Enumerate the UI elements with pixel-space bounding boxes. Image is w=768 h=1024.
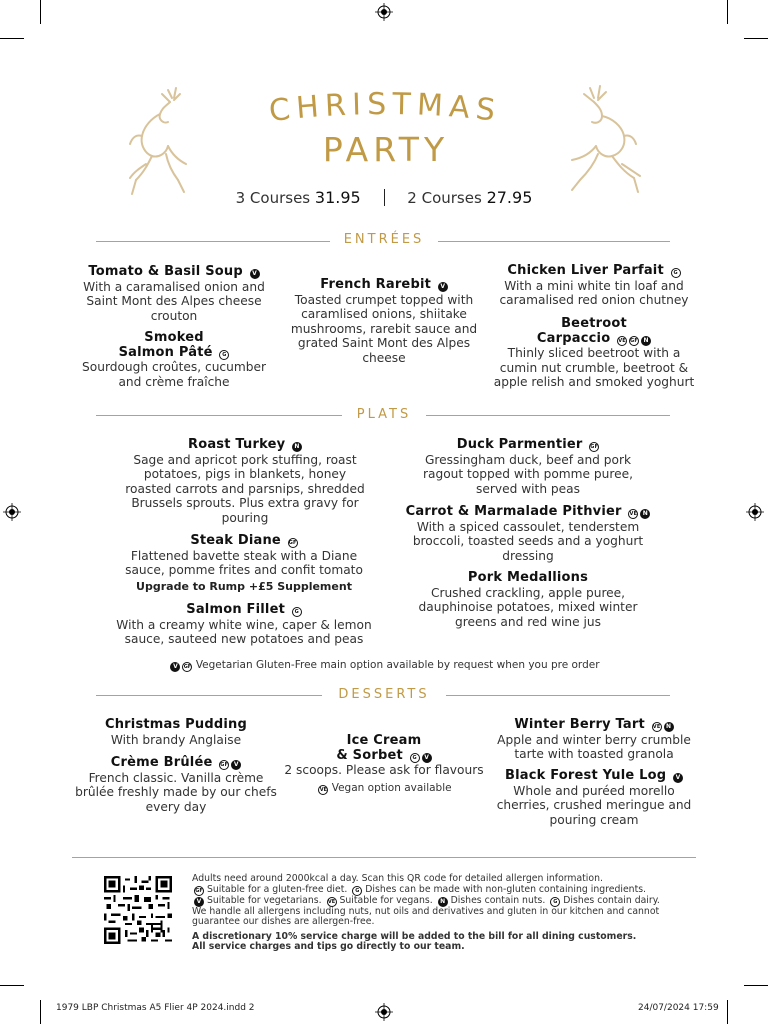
registration-mark-icon (3, 503, 21, 521)
crop-mark (0, 985, 24, 986)
crop-mark (744, 38, 768, 39)
dish-name: Crème Brûlée (110, 755, 213, 770)
qr-code-icon[interactable] (104, 876, 172, 944)
service-charge-line: A discretionary 10% service charge will be added to the bill for all dining customers. (192, 930, 637, 942)
dish-description: Thinly sliced beetroot with a cumin nut crumble, beetroot & apple relish and smoked yoghurt (493, 346, 695, 390)
registration-mark-icon (746, 503, 764, 521)
gluten-free-icon: GF (195, 887, 203, 894)
vegetarian-icon: V (438, 282, 448, 292)
section-rule (446, 695, 670, 696)
crop-mark (40, 1000, 41, 1024)
section-title-plats: PLATS (356, 407, 412, 422)
dish-pork-medallions (410, 571, 646, 629)
nuts-icon: N (438, 897, 448, 907)
dish-name: Smoked (144, 330, 204, 345)
dish-carrot-pithvier (404, 505, 652, 563)
dish-duck-parmentier (410, 438, 646, 496)
registration-mark-icon (375, 3, 393, 21)
page-title: CHRISTMAS (267, 88, 503, 130)
dish-salmon-pate (76, 331, 272, 389)
dish-name: Tomato & Basil Soup (88, 264, 243, 279)
vegan-icon: VE (327, 898, 336, 905)
vegan-icon: VE (618, 337, 626, 344)
vegetarian-icon: V (250, 269, 260, 279)
crop-mark (40, 0, 41, 24)
reindeer-right-icon (560, 84, 644, 200)
section-title-desserts: DESSERTS (338, 687, 430, 702)
dish-name: Chicken Liver Parfait (507, 263, 664, 278)
allergen-line: Suitable for vegetarians. (206, 894, 322, 906)
dish-name: Ice Cream (346, 733, 422, 748)
dish-note: Vegan option available (331, 781, 452, 794)
price-2-label: 2 Courses (407, 189, 482, 207)
dish-description: Crushed crackling, apple puree, dauphinoise potatoes, mixed winter greens and red wine jus (418, 585, 638, 629)
allergen-line: We handle all allergens including nuts, nut oils and derivatives and gluten in our kitchen and cannot guarantee our dishes are allergen-free. (192, 905, 660, 928)
allergen-line: Suitable for a gluten-free diet. (206, 883, 348, 895)
vegetarian-icon: V (170, 662, 180, 672)
page-subtitle: PARTY (322, 130, 450, 169)
dish-description: Flattened bavette steak with a Diane sauce, pomme frites and confit tomato (125, 548, 363, 578)
gluten-free-icon: GF (630, 337, 639, 344)
gluten-free-icon: GF (220, 762, 229, 768)
dish-winter-berry-tart (492, 718, 696, 762)
dish-name: Pork Medallions (467, 570, 589, 585)
dish-name: Christmas Pudding (104, 717, 247, 732)
allergen-line: Suitable for vegans. (339, 894, 433, 906)
dish-description: With a caramalised onion and Saint Mont des Alpes cheese crouton (83, 279, 265, 323)
dish-description: Whole and puréed morello cherries, crushed meringue and pouring cream (496, 783, 692, 827)
section-rule (438, 241, 670, 242)
gluten-option-icon: G (219, 350, 229, 360)
section-title-entrees: ENTRÉES (343, 232, 425, 247)
service-charge-line: All service charges and tips go directly to our team. (192, 941, 465, 953)
vegetarian-icon: V (231, 760, 241, 770)
nuts-icon: N (641, 336, 651, 346)
dish-description: Toasted crumpet topped with caramlised onions, shiitake mushrooms, rarebit sauce and grated Saint Mont des Alpes cheese (290, 292, 478, 365)
dish-description: Sage and apricot pork stuffing, roast potatoes, pigs in blankets, honey roasted carrots and parsnips, shredded Brussels sprouts. Plus extra gravy for pouring (125, 452, 365, 525)
crop-mark (744, 985, 768, 986)
gluten-option-icon: G (352, 886, 362, 896)
vegetarian-icon: V (673, 773, 683, 783)
dish-description: Sourdough croûtes, cucumber and crème fraîche (82, 360, 266, 389)
section-rule (96, 415, 342, 416)
gluten-option-icon: G (410, 753, 420, 763)
vegan-icon: VE (629, 511, 638, 517)
dairy-icon: G (550, 897, 560, 907)
dish-name: & Sorbet (336, 747, 403, 763)
gluten-option-icon: G (671, 268, 681, 278)
allergen-line: Dishes can be made with non-gluten containing ingredients. (365, 883, 647, 895)
allergen-line: Dishes contain dairy. (563, 894, 660, 906)
svg-text:CHRISTMAS (267, 88, 503, 129)
dish-note: Upgrade to Rump +£5 Supplement (136, 579, 352, 593)
vegan-icon: VE (319, 786, 328, 793)
dish-christmas-pudding (76, 718, 276, 747)
footnote-text: Vegetarian Gluten-Free main option available by request when you pre order (195, 659, 600, 671)
dish-name: Carpaccio (536, 330, 611, 346)
dish-name: Carrot & Marmalade Pithvier (405, 504, 622, 519)
dish-name: French Rarebit (320, 277, 432, 292)
dish-description: Gressingham duck, beef and pork ragout topped with pomme puree, served with peas (423, 452, 633, 496)
file-slug: 1979 LBP Christmas A5 Flier 4P 2024.indd 2 (56, 1003, 255, 1013)
dish-name: Winter Berry Tart (514, 717, 645, 732)
allergen-info (192, 874, 682, 953)
dish-beetroot-carpaccio (492, 317, 696, 390)
dish-name: Steak Diane (190, 533, 281, 548)
dish-name: Salmon Pâté (118, 344, 213, 360)
vegan-icon: VE (652, 724, 661, 730)
nuts-icon: N (292, 442, 302, 452)
dish-name: Beetroot (561, 316, 627, 331)
section-rule (426, 415, 670, 416)
dish-name: Duck Parmentier (456, 437, 583, 452)
dish-ice-cream (284, 734, 484, 795)
vegetarian-icon: V (194, 897, 204, 907)
dish-yule-log (492, 769, 696, 827)
nuts-icon: N (640, 509, 650, 519)
dish-description: With a spiced cassoulet, tenderstem broccoli, toasted seeds and a yoghurt dressing (412, 519, 644, 563)
dish-name: Roast Turkey (187, 437, 286, 452)
allergen-line: Adults need around 2000kcal a day. Scan this QR code for detailed allergen information. (192, 873, 603, 884)
gluten-free-icon: GF (288, 540, 297, 546)
price-2-value: 27.95 (486, 188, 533, 207)
section-rule (96, 695, 322, 696)
gluten-free-icon: GF (183, 664, 192, 670)
price-line (0, 188, 768, 207)
date-slug: 24/07/2024 17:59 (638, 1003, 719, 1013)
dish-description: French classic. Vanilla crème brûlée freshly made by our chefs every day (75, 770, 277, 814)
footer-rule (72, 857, 696, 858)
crop-mark (727, 1000, 728, 1024)
dish-description: With a mini white tin loaf and caramalised red onion chutney (499, 278, 689, 308)
price-divider (384, 189, 385, 206)
dish-roast-turkey (120, 438, 370, 526)
crop-mark (727, 0, 728, 24)
nuts-icon: N (664, 722, 674, 732)
dish-french-rarebit (286, 278, 482, 366)
dish-name: Black Forest Yule Log (505, 768, 667, 783)
vegetarian-icon: V (422, 753, 432, 763)
gluten-free-icon: GF (590, 444, 599, 450)
dish-steak-diane (116, 534, 372, 594)
registration-mark-icon (375, 1003, 393, 1021)
dish-chicken-liver-parfait (492, 264, 696, 308)
section-rule (96, 241, 330, 242)
allergen-line: Dishes contain nuts. (450, 894, 546, 906)
dish-salmon-fillet (112, 603, 376, 647)
dish-description: 2 scoops. Please ask for flavours (284, 763, 484, 778)
dish-description: With brandy Anglaise (110, 732, 242, 747)
gluten-option-icon: G (292, 607, 302, 617)
dish-creme-brulee (70, 756, 282, 814)
page-title-arc (240, 88, 530, 132)
dish-description: With a creamy white wine, caper & lemon sauce, sauteed new potatoes and peas (116, 617, 372, 647)
dish-tomato-soup (76, 265, 272, 323)
crop-mark (0, 38, 24, 39)
plats-footnote (0, 659, 768, 672)
price-3-label: 3 Courses (235, 189, 311, 207)
reindeer-left-icon (122, 84, 194, 200)
price-3-value: 31.95 (314, 188, 361, 207)
dish-description: Apple and winter berry crumble tarte with toasted granola (497, 732, 691, 762)
dish-name: Salmon Fillet (186, 602, 285, 617)
